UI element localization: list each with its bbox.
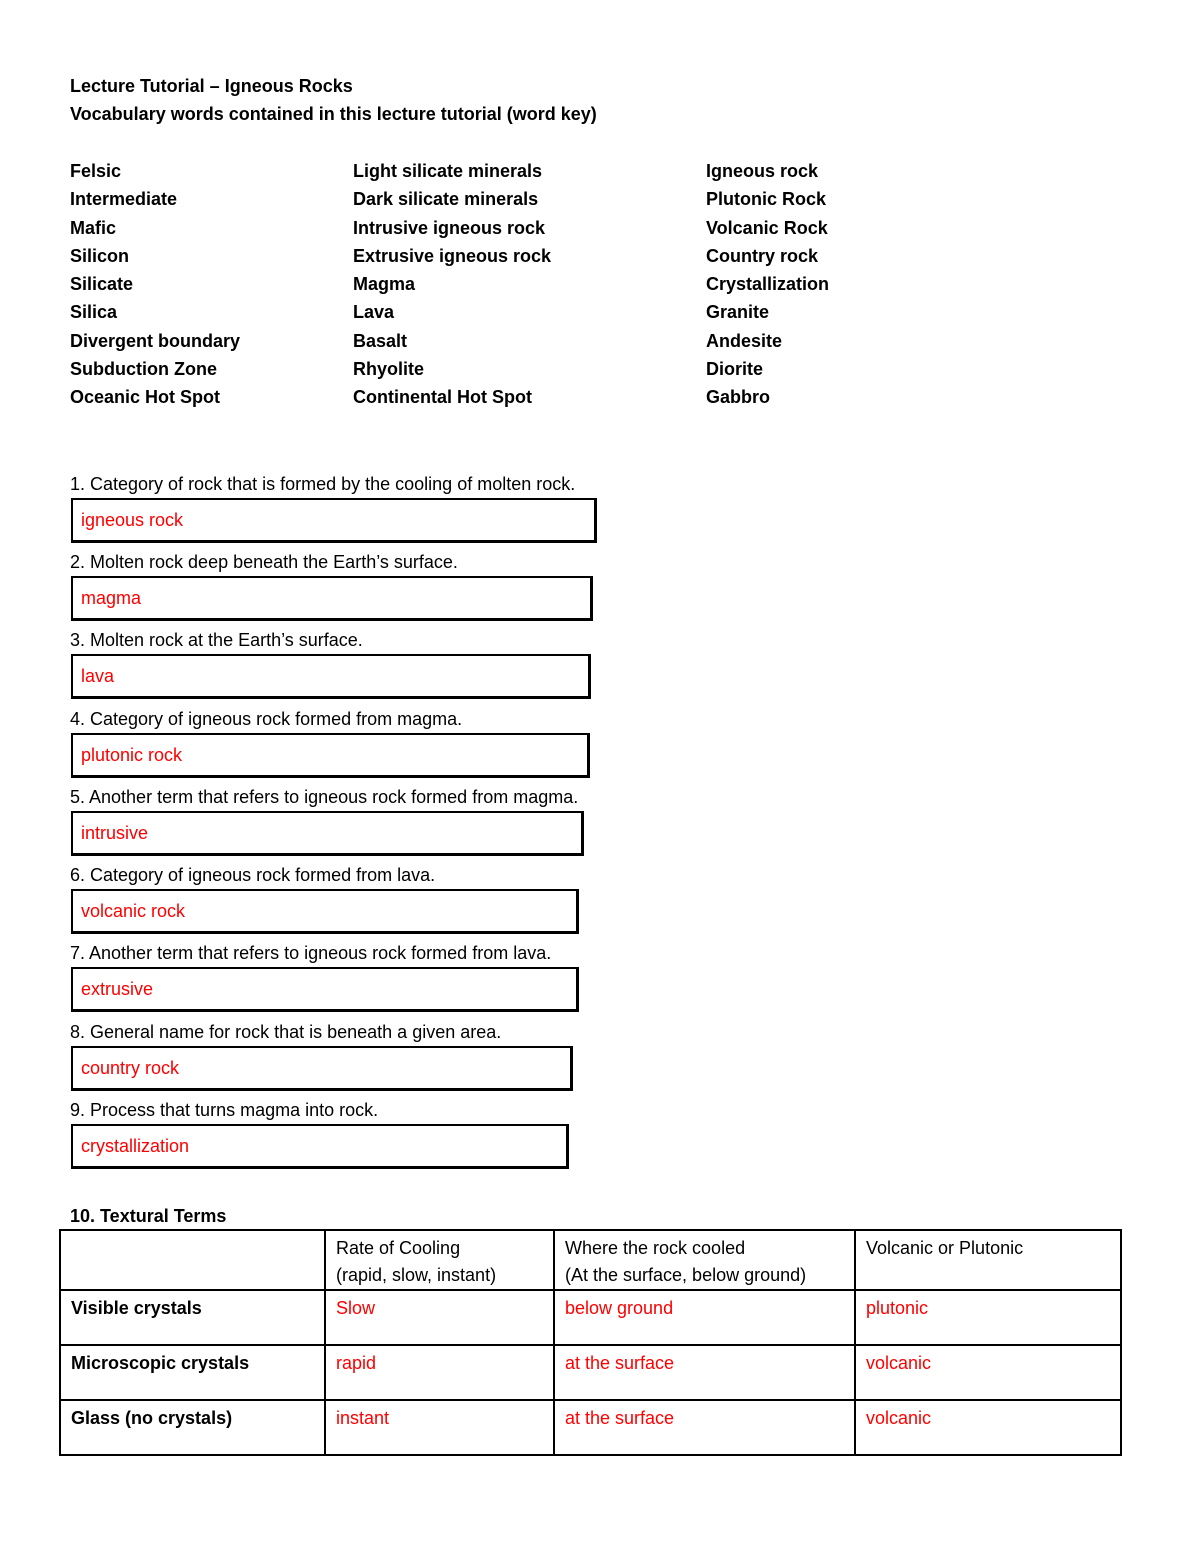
table-row [60, 1290, 1121, 1345]
row-label: Microscopic crystals [60, 1345, 325, 1400]
textural-terms-title: 10. Textural Terms [70, 1206, 227, 1226]
header-label: Rate of Cooling [336, 1238, 461, 1258]
table-row [60, 1400, 1121, 1455]
vocab-word: Volcanic Rock [706, 217, 828, 238]
vocab-word: Basalt [353, 330, 408, 351]
vocab-column-3 [706, 157, 829, 412]
vocab-word: Granite [706, 302, 770, 323]
type-cell[interactable]: volcanic [855, 1400, 1121, 1455]
vocab-word: Rhyolite [353, 359, 425, 380]
vocab-word: Silicate [70, 274, 134, 295]
vocab-word: Plutonic Rock [706, 189, 827, 210]
answer-box[interactable] [71, 1124, 569, 1169]
question-prompt: 7. Another term that refers to igneous rock formed from lava. [70, 943, 552, 963]
header-sublabel: (At the surface, below ground) [565, 1265, 807, 1285]
vocab-word: Oceanic Hot Spot [70, 387, 221, 408]
vocab-column-2 [353, 157, 551, 412]
vocab-word: Magma [353, 274, 416, 295]
header-cell-rate [325, 1230, 554, 1290]
row-label: Glass (no crystals) [60, 1400, 325, 1455]
answer-text: plutonic rock [81, 744, 183, 765]
vocab-word: Country rock [706, 245, 819, 266]
page-title: Lecture Tutorial – Igneous Rocks [70, 76, 353, 96]
answer-box[interactable] [71, 576, 593, 621]
where-cell[interactable]: at the surface [554, 1345, 855, 1400]
answer-box[interactable] [71, 1046, 573, 1091]
where-cell[interactable]: at the surface [554, 1400, 855, 1455]
answer-text: lava [81, 665, 115, 686]
header-sublabel: (rapid, slow, instant) [336, 1265, 497, 1285]
vocab-word: Diorite [706, 359, 764, 380]
answer-text: extrusive [81, 978, 154, 999]
row-label: Visible crystals [60, 1290, 325, 1345]
type-cell[interactable]: plutonic [855, 1290, 1121, 1345]
vocab-word: Mafic [70, 217, 117, 238]
answer-text: country rock [81, 1057, 180, 1078]
vocab-word: Intrusive igneous rock [353, 217, 546, 238]
answer-box[interactable] [71, 967, 579, 1012]
vocab-word: Igneous rock [706, 161, 819, 181]
vocab-word: Subduction Zone [70, 359, 217, 380]
question-prompt: 2. Molten rock deep beneath the Earth’s surface. [70, 552, 458, 572]
vocab-word: Lava [353, 302, 395, 323]
question-prompt: 6. Category of igneous rock formed from lava. [70, 865, 436, 885]
question-prompt: 9. Process that turns magma into rock. [70, 1100, 379, 1120]
question-prompt: 1. Category of rock that is formed by the cooling of molten rock. [70, 474, 576, 494]
answer-box[interactable] [71, 889, 579, 934]
header-label: Volcanic or Plutonic [866, 1238, 1024, 1258]
vocab-word: Silicon [70, 245, 130, 266]
textural-terms-table [59, 1229, 1122, 1456]
table-header-row [60, 1230, 1121, 1290]
answer-text: intrusive [81, 822, 149, 843]
rate-cell[interactable]: rapid [325, 1345, 554, 1400]
question-prompt: 8. General name for rock that is beneath a given area. [70, 1022, 502, 1042]
vocab-word: Dark silicate minerals [353, 189, 539, 210]
header-cell-type [855, 1230, 1121, 1290]
question-prompt: 4. Category of igneous rock formed from magma. [70, 709, 463, 729]
question-prompt: 3. Molten rock at the Earth’s surface. [70, 630, 363, 650]
vocab-word: Gabbro [706, 387, 771, 408]
answer-text: crystallization [81, 1135, 190, 1156]
vocab-subtitle: Vocabulary words contained in this lecture tutorial (word key) [70, 104, 597, 124]
header-cell-where [554, 1230, 855, 1290]
rate-cell[interactable]: Slow [325, 1290, 554, 1345]
vocab-word: Light silicate minerals [353, 161, 543, 181]
answer-box[interactable] [71, 811, 584, 856]
answer-text: igneous rock [81, 509, 184, 530]
answer-box[interactable] [71, 498, 597, 543]
where-cell[interactable]: below ground [554, 1290, 855, 1345]
answer-text: volcanic rock [81, 900, 186, 921]
header-label: Where the rock cooled [565, 1238, 746, 1258]
question-prompt: 5. Another term that refers to igneous rock formed from magma. [70, 787, 579, 807]
type-cell[interactable]: volcanic [855, 1345, 1121, 1400]
vocab-word: Felsic [70, 161, 122, 181]
vocab-word: Andesite [706, 330, 783, 351]
rate-cell[interactable]: instant [325, 1400, 554, 1455]
table-row [60, 1345, 1121, 1400]
vocab-column-1 [70, 157, 240, 412]
answer-box[interactable] [71, 654, 591, 699]
vocab-word: Crystallization [706, 274, 830, 295]
answer-text: magma [81, 587, 142, 608]
vocab-word: Extrusive igneous rock [353, 245, 552, 266]
vocab-word: Divergent boundary [70, 330, 241, 351]
vocab-word: Continental Hot Spot [353, 387, 532, 408]
vocab-word: Silica [70, 302, 118, 323]
header-cell-empty [60, 1230, 325, 1290]
vocab-word: Intermediate [70, 189, 178, 210]
answer-box[interactable] [71, 733, 590, 778]
